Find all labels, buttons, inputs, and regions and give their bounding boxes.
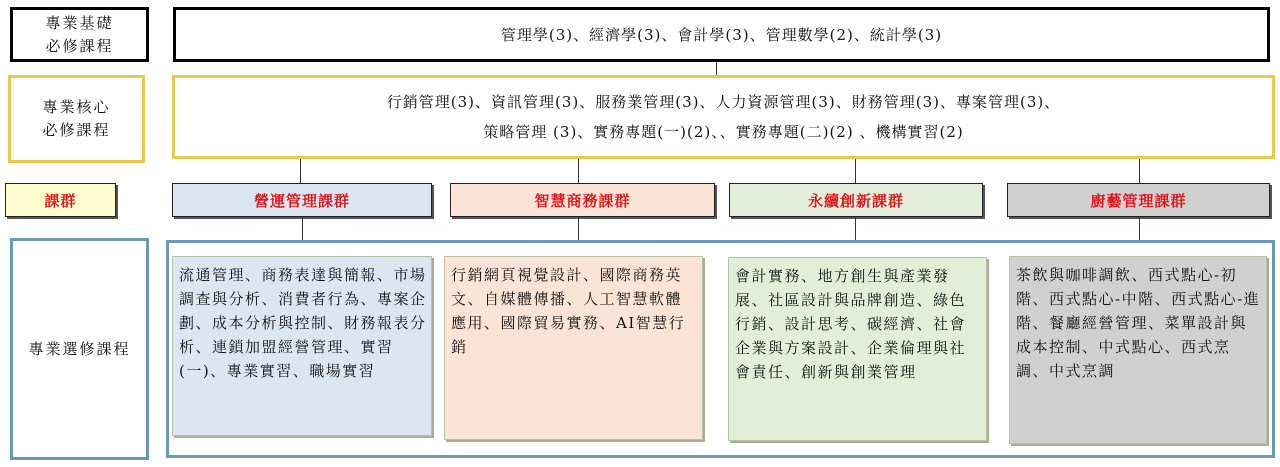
electives-text: 會計實務、地方創生與產業發展、社區設計與品牌創造、綠色行銷、設計思考、碳經濟、社會企業與方案設計、企業倫理與社會責任、創新與創業管理 bbox=[735, 267, 967, 381]
foundation-courses-box bbox=[173, 7, 1270, 62]
group-sustainable-innovation bbox=[729, 183, 983, 217]
electives-label-box bbox=[10, 238, 149, 460]
foundation-courses: 管理學(3)、經濟學(3)、會計學(3)、管理數學(2)、統計學(3) bbox=[500, 25, 943, 44]
electives-text: 茶飲與咖啡調飲、西式點心-初階、西式點心-中階、西式點心-進階、餐廳經營管理、菜單設計與成本控制、中式點心、西式烹調、中式烹調 bbox=[1016, 266, 1261, 380]
group-name: 營運管理課群 bbox=[253, 191, 350, 210]
core-courses-line1: 行銷管理(3)、資訊管理(3)、服務業管理(3)、人力資源管理(3)、財務管理(3)、專案管理(3)、 bbox=[386, 93, 1061, 111]
foundation-label-line2: 必修課程 bbox=[45, 36, 114, 55]
foundation-label-box bbox=[10, 7, 149, 62]
connector-line bbox=[855, 159, 856, 183]
group-label: 課群 bbox=[44, 191, 77, 210]
group-label-box bbox=[5, 183, 116, 217]
core-label-line1: 專業核心 bbox=[42, 98, 111, 116]
connector-line bbox=[300, 159, 301, 183]
group-culinary-management bbox=[1007, 183, 1270, 217]
connector-line bbox=[1139, 159, 1140, 183]
group-name: 永續創新課群 bbox=[807, 191, 904, 210]
group-name: 智慧商務課群 bbox=[534, 191, 631, 210]
group-name: 廚藝管理課群 bbox=[1090, 191, 1187, 210]
electives-smart-commerce bbox=[444, 256, 703, 440]
connector-line bbox=[716, 62, 717, 76]
core-courses-line2: 策略管理 (3)、實務專題(一)(2)、、實務專題(二)(2) 、機構實習(2) bbox=[483, 123, 964, 141]
electives-ops-management bbox=[172, 256, 432, 436]
core-label-line2: 必修課程 bbox=[42, 121, 111, 139]
electives-sustainable-innovation bbox=[728, 257, 987, 441]
connector-line bbox=[578, 159, 579, 183]
core-label-box bbox=[8, 75, 145, 163]
electives-label: 專業選修課程 bbox=[28, 339, 131, 358]
core-courses-box bbox=[172, 75, 1275, 159]
electives-text: 流通管理、商務表達與簡報、市場調查與分析、消費者行為、專案企劃、成本分析與控制、財務報表分析、連鎖加盟經營管理、實習(一)、專業實習、職場實習 bbox=[179, 266, 427, 380]
electives-culinary-management bbox=[1009, 256, 1267, 444]
group-smart-commerce bbox=[450, 183, 715, 217]
electives-text: 行銷網頁視覺設計、國際商務英文、自媒體傳播、人工智慧軟體應用、國際貿易實務、AI智慧行銷 bbox=[451, 266, 686, 356]
group-ops-management bbox=[172, 183, 432, 217]
foundation-label-line1: 專業基礎 bbox=[45, 13, 114, 32]
